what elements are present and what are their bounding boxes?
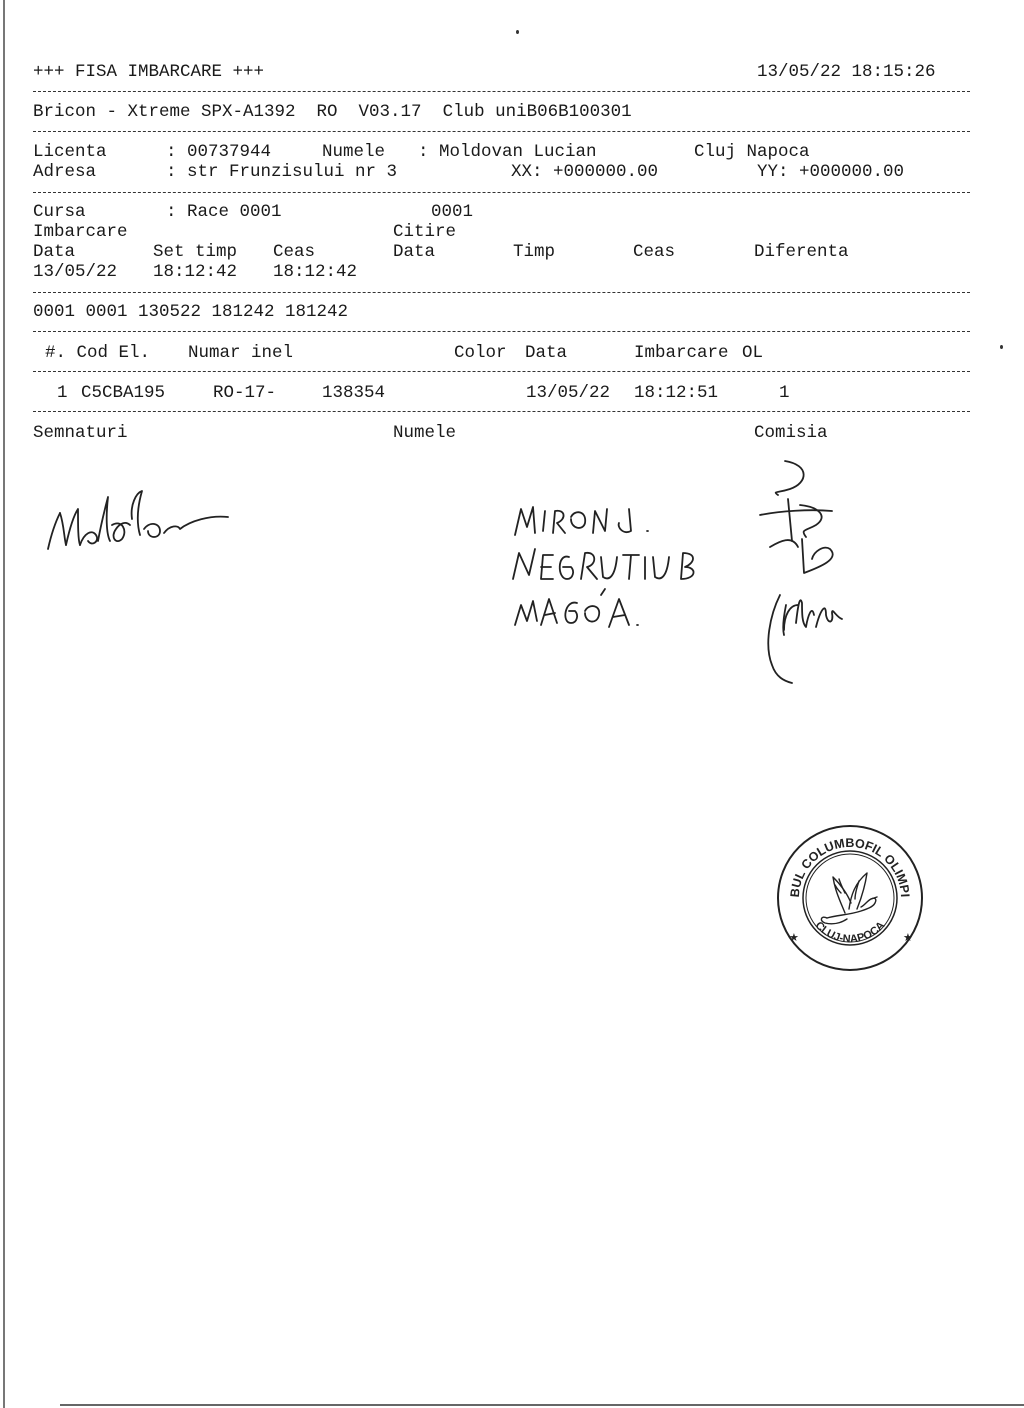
- divider: [33, 192, 970, 193]
- document-title: +++ FISA IMBARCARE +++: [33, 62, 265, 82]
- divider: [33, 411, 970, 412]
- col-timp: Timp: [513, 242, 556, 262]
- divider: [33, 131, 970, 132]
- divider: [33, 91, 970, 92]
- val-ceas: 18:12:42: [273, 262, 358, 282]
- comisia-label: Comisia: [754, 423, 828, 443]
- col-set-timp: Set timp: [153, 242, 238, 262]
- val-set-timp: 18:12:42: [153, 262, 238, 282]
- col-diferenta: Diferenta: [754, 242, 849, 262]
- club-stamp: [775, 823, 925, 973]
- th-imbarcare: Imbarcare: [634, 343, 729, 363]
- commission-names-handwriting: [505, 495, 705, 645]
- cursa-value: : Race 0001: [166, 202, 282, 222]
- svg-text:★: ★: [789, 931, 799, 944]
- citire-label: Citire: [393, 222, 457, 242]
- race-code: 0001: [431, 202, 474, 222]
- scan-bottom-edge: [60, 1404, 1024, 1406]
- row-time: 18:12:51: [634, 383, 719, 403]
- numele-label: Numele: [322, 142, 386, 162]
- col-citire-ceas: Ceas: [633, 242, 676, 262]
- imbarcare-label: Imbarcare: [33, 222, 128, 242]
- city: Cluj Napoca: [694, 142, 810, 162]
- th-ol: OL: [742, 343, 764, 363]
- divider: [33, 292, 970, 293]
- divider: [33, 371, 970, 372]
- licenta-label: Licenta: [33, 142, 107, 162]
- licenta-value: : 00737944: [166, 142, 272, 162]
- scan-left-edge: [3, 0, 5, 1408]
- cursa-label: Cursa: [33, 202, 86, 222]
- codes-line: 0001 0001 130522 181242 181242: [33, 302, 349, 322]
- adresa-value: : str Frunzisului nr 3: [166, 162, 398, 182]
- row-cod-el: C5CBA195: [81, 383, 166, 403]
- row-date: 13/05/22: [526, 383, 611, 403]
- row-number: 1: [57, 383, 68, 403]
- fancier-signature: [40, 485, 240, 565]
- yy-coordinate: YY: +000000.00: [757, 162, 905, 182]
- svg-text:CLUJ-NAPOCA: [813, 919, 888, 945]
- row-ring-prefix: RO-17-: [213, 383, 277, 403]
- xx-coordinate: XX: +000000.00: [511, 162, 659, 182]
- numele-value: : Moldovan Lucian: [418, 142, 597, 162]
- dove-icon: [821, 873, 877, 924]
- device-line: Bricon - Xtreme SPX-A1392 RO V03.17 Club uniB06B100301: [33, 102, 632, 122]
- numele-sign-label: Numele: [393, 423, 457, 443]
- adresa-label: Adresa: [33, 162, 97, 182]
- col-ceas: Ceas: [273, 242, 316, 262]
- col-citire-data: Data: [393, 242, 436, 262]
- print-datetime: 13/05/22 18:15:26: [757, 62, 936, 82]
- divider: [33, 331, 970, 332]
- th-color: Color: [454, 343, 507, 363]
- semnaturi-label: Semnaturi: [33, 423, 128, 443]
- row-ring-number: 138354: [322, 383, 386, 403]
- commission-signatures: [680, 455, 850, 690]
- th-data: Data: [525, 343, 568, 363]
- val-data: 13/05/22: [33, 262, 118, 282]
- scan-speck: [1000, 345, 1003, 349]
- th-cod-el: #. Cod El.: [45, 343, 151, 363]
- th-numar-inel: Numar inel: [188, 343, 294, 363]
- scan-speck: [516, 30, 519, 34]
- stamp-bottom-text: CLUJ-NAPOCA: [812, 919, 888, 946]
- col-data: Data: [33, 242, 76, 262]
- stamp-top-text: BUL COLUMBOFIL OLIMPI: [787, 835, 913, 898]
- row-ol: 1: [779, 383, 790, 403]
- svg-text:★: ★: [903, 931, 913, 944]
- svg-text:CLUBUL COLUMBOFIL OLIMPIA 04: [775, 823, 912, 898]
